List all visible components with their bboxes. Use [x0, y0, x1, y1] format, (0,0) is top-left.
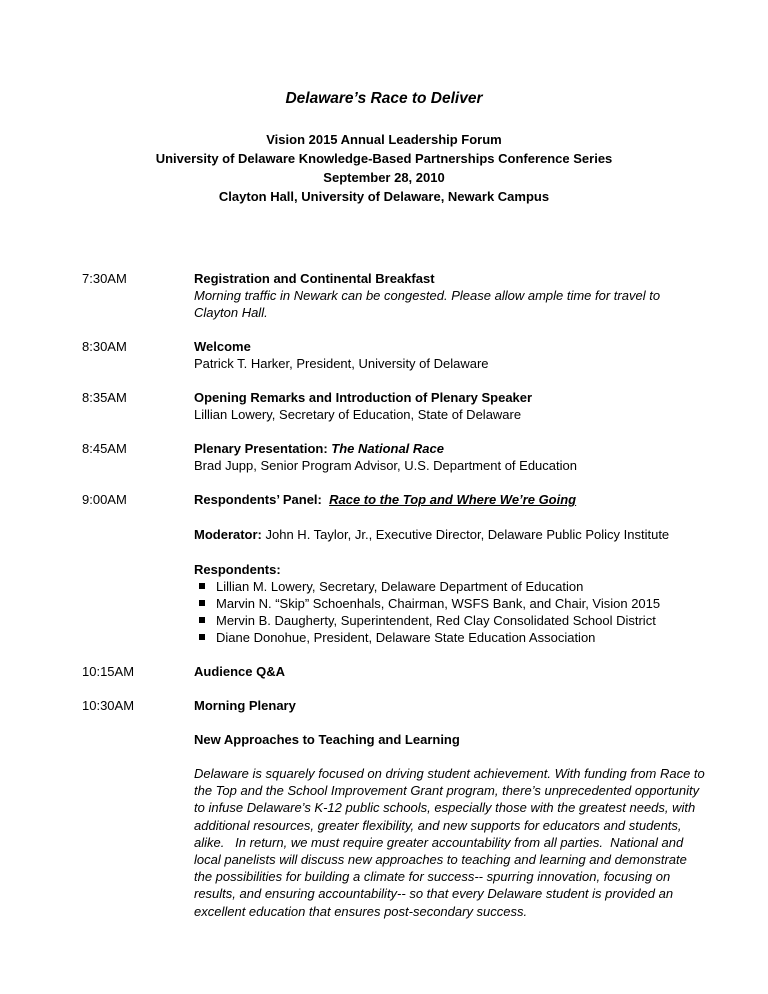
agenda-heading: Registration and Continental Breakfast	[194, 271, 435, 286]
respondents-list	[194, 578, 694, 646]
document-title: Delaware’s Race to Deliver	[285, 90, 483, 107]
square-bullet-icon	[199, 600, 205, 606]
list-item	[194, 595, 694, 612]
presentation-title: The National Race	[331, 441, 444, 456]
heading-prefix: Respondents’ Panel:	[194, 492, 330, 507]
description-line: alike. In return, we must require greater accountability from all parties. National and	[194, 834, 684, 850]
session-subheading: New Approaches to Teaching and Learning	[194, 732, 460, 747]
forum-name: Vision 2015 Annual Leadership Forum	[266, 132, 502, 147]
agenda-heading	[194, 491, 714, 508]
respondent-name: Marvin N. “Skip” Schoenhals, Chairman, WSFS Bank, and Chair, Vision 2015	[216, 596, 661, 611]
agenda-note: Morning traffic in Newark can be congested. Please allow ample time for travel to	[194, 288, 661, 303]
agenda-time: 8:30AM	[82, 339, 127, 354]
panel-title: Race to the Top and Where We’re Going	[329, 492, 577, 507]
event-subheading	[0, 130, 768, 206]
heading-prefix: Plenary Presentation:	[194, 441, 332, 456]
description-line: the possibilities for building a climate for success-- spurring innovation, focusing on	[194, 869, 671, 885]
agenda-note: Clayton Hall.	[194, 305, 268, 320]
description-line: results, and ensuring accountability-- so that every Delaware student is provided an	[194, 886, 674, 902]
agenda-detail: Lillian Lowery, Secretary of Education, State of Delaware	[194, 407, 522, 422]
agenda-time: 7:30AM	[82, 271, 127, 286]
panel-respondents	[194, 561, 694, 646]
agenda-time: 10:30AM	[82, 698, 135, 713]
description-line: local panelists will discuss new approaches to teaching and learning and demonstrate	[194, 852, 687, 868]
agenda-time: 8:45AM	[82, 441, 127, 456]
agenda-heading: Opening Remarks and Introduction of Plenary Speaker	[194, 390, 533, 405]
description-line: additional resources, greater flexibility, and new supports for educators and students,	[194, 817, 682, 833]
session-description	[194, 765, 704, 920]
list-item	[194, 578, 694, 595]
agenda-detail: Patrick T. Harker, President, University of Delaware	[194, 356, 489, 371]
description-line: excellent education that ensures post-secondary success.	[194, 903, 528, 919]
event-venue: Clayton Hall, University of Delaware, Newark Campus	[218, 189, 550, 204]
agenda-time: 9:00AM	[82, 492, 127, 507]
agenda-time: 10:15AM	[82, 664, 135, 679]
square-bullet-icon	[199, 617, 205, 623]
agenda-heading: Audience Q&A	[194, 664, 286, 679]
respondent-name: Lillian M. Lowery, Secretary, Delaware Department of Education	[216, 579, 584, 594]
panel-moderator	[194, 526, 694, 543]
agenda-heading: Morning Plenary	[194, 698, 296, 713]
agenda-time: 8:35AM	[82, 390, 127, 405]
description-line: to infuse Delaware’s K-12 public schools, especially those with the greatest needs, with	[194, 800, 696, 816]
moderator-text: John H. Taylor, Jr., Executive Director, Delaware Public Policy Institute	[261, 527, 670, 542]
square-bullet-icon	[199, 583, 205, 589]
list-item	[194, 629, 694, 646]
conference-series: University of Delaware Knowledge-Based Partnerships Conference Series	[155, 151, 613, 166]
square-bullet-icon	[199, 634, 205, 640]
agenda-heading: Welcome	[194, 339, 251, 354]
respondent-name: Diane Donohue, President, Delaware State Education Association	[216, 630, 596, 645]
respondents-label: Respondents:	[194, 562, 281, 577]
event-date: September 28, 2010	[323, 170, 445, 185]
list-item	[194, 612, 694, 629]
description-line: the Top and the School Improvement Grant program, there’s unprecedented opportunity	[194, 783, 700, 799]
respondent-name: Mervin B. Daugherty, Superintendent, Red Clay Consolidated School District	[216, 613, 656, 628]
agenda-detail: Brad Jupp, Senior Program Advisor, U.S. Department of Education	[194, 458, 577, 473]
agenda-heading	[194, 440, 684, 457]
moderator-label: Moderator:	[194, 527, 262, 542]
description-line: Delaware is squarely focused on driving student achievement. With funding from Race to	[194, 766, 705, 781]
